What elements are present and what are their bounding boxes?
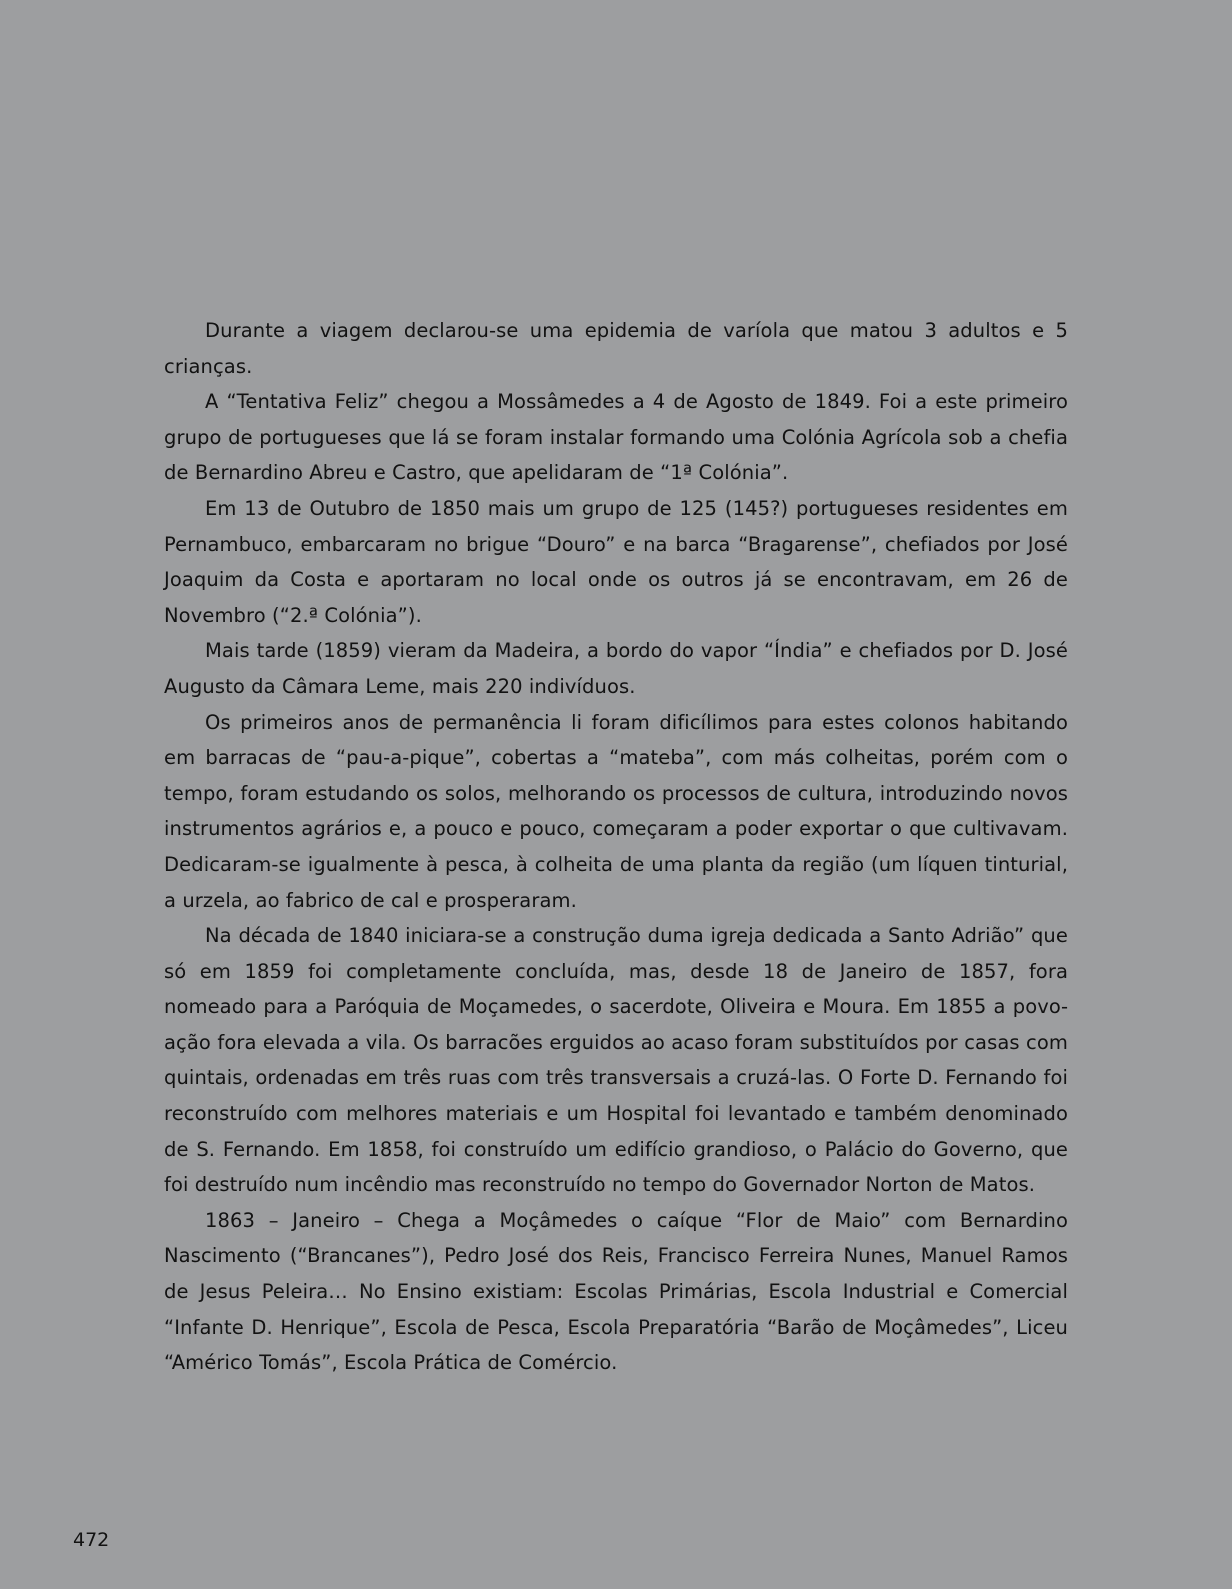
paragraph-church-and-town: Na década de 1840 iniciara-se a construção duma igreja dedicada a Santo Adrião” que só em 1859 foi completamente concluída, mas, desde 18 de Janeiro de 1857, fora nomeado para a Paróquia de Moçamedes, o sacerdote, Oliveira e Moura. Em 1855 a povoação fora elevada a vila. Os barracões erguidos ao acaso foram substituídos por casas com quintais, ordenadas em três ruas com três transversais a cruzá-las. O Forte D. Fernando foi reconstruído com melhores materiais e um Hospital foi levantado e também denominado de S. Fernando. Em 1858, foi construído um edifício grandioso, o Palácio do Governo, que foi destruído num incêndio mas reconstruído no tempo do Governador Norton de Matos.	[164, 924, 1068, 1197]
page-body	[164, 313, 1068, 1381]
paragraph-second-colony: Em 13 de Outubro de 1850 mais um grupo de 125 (145?) portugueses residentes em Pernambuco, embarcaram no brigue “Douro” e na barca “Bragarense”, chefiados por José Joaquim da Costa e aportaram no local onde os outros já se encontravam, em 26 de Novembro (“2.ª Colónia”).	[164, 496, 1068, 627]
paragraph-first-years: Os primeiros anos de permanência li foram dificílimos para estes colonos habitando em barracas de “pau-a-pique”, cobertas a “mateba”, com más colheitas, porém com o tempo, foram estudando os solos, melhorando os processos de cultura, introduzindo novos instrumentos agrários e, a pouco e pouco, começaram a poder exportar o que cultivavam. Dedicaram-se igualmente à pesca, à colheita de uma planta da região (um líquen tinturial, a urzela, ao fabrico de cal e prosperaram.	[164, 710, 1068, 912]
paragraph-smallpox: Durante a viagem declarou-se uma epidemia de varíola que matou 3 adultos e 5 crianças.	[164, 319, 1068, 378]
page-number: 472	[73, 1529, 110, 1551]
paragraph-1863-schools: 1863 – Janeiro – Chega a Moçâmedes o caíque “Flor de Maio” com Bernardino Nascimento (“Brancanes”), Pedro José dos Reis, Francisco Ferreira Nunes, Manuel Ramos de Jesus Peleira… No Ensino existiam: Escolas Primárias, Escola Industrial e Comercial “Infante D. Henrique”, Escola de Pesca, Escola Preparatória “Barão de Moçâmedes”, Liceu “Américo Tomás”, Escola Prática de Comércio.	[164, 1208, 1068, 1375]
paragraph-tentativa-feliz: A “Tentativa Feliz” chegou a Mossâmedes a 4 de Agosto de 1849. Foi a este primeiro grupo de portugueses que lá se foram instalar formando uma Colónia Agrícola sob a chefia de Bernardino Abreu e Castro, que apelidaram de “1ª Colónia”.	[164, 390, 1068, 485]
paragraph-madeira: Mais tarde (1859) vieram da Madeira, a bordo do vapor “Índia” e chefiados por D. José Augusto da Câmara Leme, mais 220 indivíduos.	[164, 639, 1068, 698]
